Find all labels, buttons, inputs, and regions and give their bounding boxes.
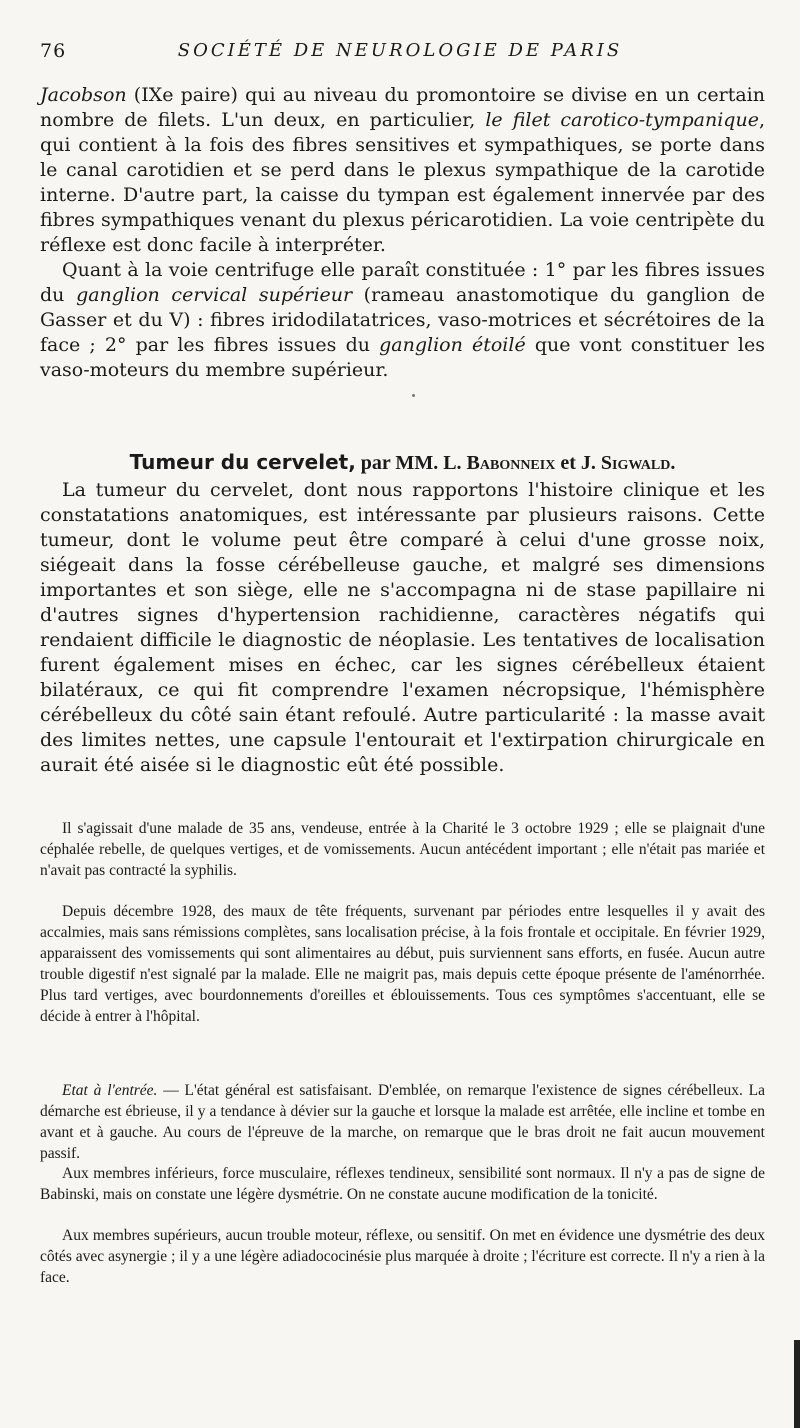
running-title: SOCIÉTÉ DE NEUROLOGIE DE PARIS bbox=[177, 40, 623, 61]
paragraph-text: , qui contient à la fois des fibres sensitives et sympathiques, se porte dans le canal carotidien et se perd dans le plexus sympathique de la carotide interne. D'autre part, la caisse du tympan est également innervée par des fibres sympathiques venant du plexus péricarotidien. La voie centripète du réflexe est donc facile à interpréter. bbox=[40, 109, 765, 256]
italic-term: ganglion cervical supérieur bbox=[76, 284, 353, 306]
paragraph-text: que vont constituer les vaso-moteurs du membre supérieur. bbox=[40, 334, 765, 381]
paragraph-text: (IXe paire) qui au niveau du promontoire se divise en un certain nombre de filets. L'un deux, en particulier, bbox=[40, 84, 765, 131]
page-header bbox=[40, 40, 760, 68]
paragraph-text: (rameau anastomotique du ganglion de Gasser et du V) : fibres iridodilatatrices, vaso-motrices et sécrétoires de la face ; 2° par les fibres issues du bbox=[40, 284, 765, 356]
article-title bbox=[40, 449, 765, 476]
byline-conjunction: et J. bbox=[555, 451, 601, 474]
right-edge-shadow bbox=[794, 1340, 800, 1428]
lower-limbs-paragraph: Aux membres inférieurs, force musculaire, réflexes tendineux, sensibilité sont normaux. Il n'y a pas de signe de Babinski, mais on constate une légère dysmétrie. On ne constate aucune modification de la tonicité. bbox=[40, 1165, 765, 1203]
centrifugal-pathway-paragraph bbox=[40, 258, 765, 383]
name-jacobson: Jacobson bbox=[40, 84, 127, 106]
author-sigwald: Sigwald bbox=[600, 451, 671, 474]
title-end: . bbox=[670, 451, 676, 474]
continued-paragraph bbox=[40, 83, 765, 258]
print-mark bbox=[412, 394, 415, 397]
italic-term: ganglion étoilé bbox=[379, 334, 526, 356]
article-introduction: La tumeur du cervelet, dont nous rapportons l'histoire clinique et les constatations anatomiques, est intéressante par plusieurs raisons. Cette tumeur, dont le volume peut être comparé à celui d'une grosse noix, siégeait dans la fosse cérébelleuse gauche, et malgré ses dimensions importantes et son siège, elle ne s'accompagna ni de stase papillaire ni d'autres signes d'hypertension rachidienne, caractères négatifs qui rendaient difficile le diagnostic de néoplasie. Les tentatives de localisation furent également mises en échec, car les signes cérébelleux étaient bilatéraux, ce qui fit comprendre l'examen nécropsique, l'hémisphère cérébelleux du côté sain étant refoulé. Autre particularité : la masse avait des limites nettes, une capsule l'entourait et l'extirpation chirurgicale en aurait été aisée si le diagnostic eût été possible. bbox=[40, 479, 765, 776]
entry-state-paragraph bbox=[40, 1080, 765, 1164]
author-babonneix: Babonneix bbox=[466, 451, 556, 474]
byline-prefix: par MM. L. bbox=[355, 451, 467, 474]
paragraph-text: — L'état général est satisfaisant. D'emblée, on remarque l'existence de signes cérébelleux. La démarche est ébrieuse, il y a tendance à dévier sur la gauche et lorsque la malade est arrêtée, elle incline et tombe en avant et à gauche. Au cours de l'épreuve de la marche, on remarque que le bras droit ne fait aucun mouvement passif. bbox=[40, 1082, 765, 1162]
title-text: Tumeur du cervelet, bbox=[129, 449, 356, 474]
italic-term: le filet carotico-tympanique bbox=[485, 109, 759, 131]
paragraph-text: Quant à la voie centrifuge elle paraît constituée : 1° par les fibres issues du bbox=[40, 259, 765, 306]
entry-state-label: Etat à l'entrée. bbox=[62, 1082, 158, 1099]
upper-limbs-paragraph: Aux membres supérieurs, aucun trouble moteur, réflexe, ou sensitif. On met en évidence une dysmétrie des deux côtés avec asynergie ; il y a une légère adiadococinésie plus marquée à droite ; l'écriture est correcte. Il n'y a rien à la face. bbox=[40, 1227, 765, 1286]
page-number: 76 bbox=[40, 40, 67, 62]
case-history-paragraph: Il s'agissait d'une malade de 35 ans, vendeuse, entrée à la Charité le 3 octobre 1929 ; elle se plaignait d'une céphalée rebelle, de quelques vertiges, et de vomissements. Aucun antécédent important ; elle n'était pas mariée et n'avait pas contracté la syphilis. bbox=[40, 820, 765, 879]
case-history-paragraph: Depuis décembre 1928, des maux de tête fréquents, survenant par périodes entre lesquelles il y avait des accalmies, mais sans rémissions complètes, sans localisation précise, à la fois frontale et occipitale. En février 1929, apparaissent des vomissements qui sont alimentaires au début, puis surviennent sans efforts, en fusée. Aucun autre trouble digestif n'est signalé par la malade. Elle ne maigrit pas, mais depuis cette époque présente de l'aménorrhée. Plus tard vertiges, avec bourdonnements d'oreilles et éblouissements. Tous ces symptômes s'accentuant, elle se décide à entrer à l'hôpital. bbox=[40, 903, 765, 1025]
